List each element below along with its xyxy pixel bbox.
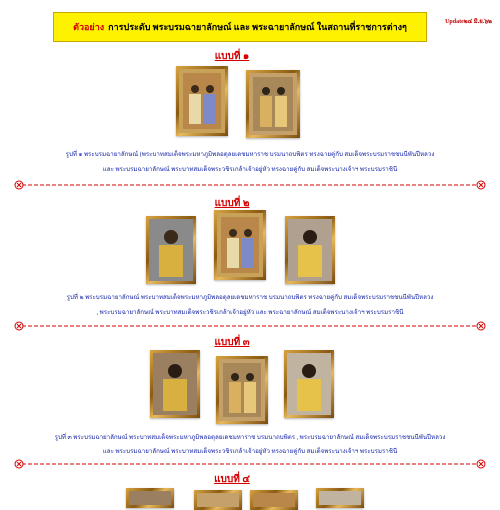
circle-x-icon — [15, 460, 23, 468]
portrait-image — [149, 219, 193, 281]
portrait-frame — [194, 490, 242, 510]
portrait-frame — [176, 66, 228, 136]
portrait-frame — [250, 490, 298, 510]
caption-line: รูปที่ ๒ พระบรมฉายาลักษณ์ พระบาทสมเด็จพระมหาภูมิพลอดุลยเดชมหาราช บรมนาถบพิตร ทรงฉายคู่กับ สมเด็จพระบรมราชชนนีพันปีหลวง — [66, 294, 434, 301]
circle-x-icon — [477, 322, 485, 330]
section-heading-3: แบบที่ ๓ — [214, 337, 250, 348]
portrait-frame — [284, 350, 334, 418]
section-heading-2: แบบที่ ๒ — [214, 198, 250, 209]
portrait-frame — [246, 70, 300, 138]
portrait-frame — [146, 216, 196, 284]
section-divider — [14, 321, 486, 331]
portrait-image — [153, 353, 197, 415]
portrait-frame — [126, 488, 174, 508]
caption-line: , พระบรมฉายาลักษณ์ พระบาทสมเด็จพระวชิรเกล้าเจ้าอยู่หัว และ พระฉายาลักษณ์ สมเด็จพระนางเจ้าฯ พระบรมราชินี — [96, 309, 404, 316]
portrait-image — [287, 353, 331, 415]
title-prefix: ตัวอย่าง — [73, 22, 105, 32]
section-heading-1: แบบที่ ๑ — [214, 51, 250, 62]
portrait-frame — [285, 216, 335, 284]
portrait-image — [129, 491, 171, 505]
circle-x-icon — [477, 460, 485, 468]
portrait-frame — [316, 488, 364, 508]
page-title — [53, 12, 427, 42]
caption-line: และ พระบรมฉายาลักษณ์ พระบาทสมเด็จพระวชิรเกล้าเจ้าอยู่หัว ทรงฉายคู่กับ สมเด็จพระนางเจ้าฯ พระบรมราชินี — [102, 166, 398, 173]
section-divider — [14, 459, 486, 469]
caption-line: และ พระบรมฉายาลักษณ์ พระบาทสมเด็จพระวชิรเกล้าเจ้าอยู่หัว ทรงฉายคู่กับ สมเด็จพระนางเจ้าฯ พระบรมราชินี — [102, 448, 398, 455]
portrait-image — [288, 219, 332, 281]
caption-line: รูปที่ ๓ พระบรมฉายาลักษณ์ พระบาทสมเด็จพระมหาภูมิพลอดุลยเดชมหาราช บรมนาถบพิตร , พระบรมฉายาลักษณ์ สมเด็จพระบรมราชชนนีพันปีหลวง — [54, 434, 446, 441]
section-heading-4: แบบที่ ๔ — [214, 474, 250, 485]
portrait-frame — [150, 350, 200, 418]
circle-x-icon — [15, 322, 23, 330]
portrait-frame — [214, 210, 266, 280]
portrait-image — [217, 213, 263, 277]
circle-x-icon — [15, 181, 23, 189]
portrait-image — [179, 69, 225, 133]
section-divider — [14, 180, 486, 190]
title-text: การประดับ พระบรมฉายาลักษณ์ และ พระฉายาลักษณ์ ในสถานที่ราชการต่างๆ — [108, 22, 407, 32]
update-label: Update๒๔ มิ.ย.๖๒ — [445, 19, 492, 25]
portrait-image — [197, 493, 239, 507]
circle-x-icon — [477, 181, 485, 189]
portrait-image — [249, 73, 297, 135]
portrait-image — [319, 491, 361, 505]
caption-line: รูปที่ ๑ พระบรมฉายาลักษณ์ (พระบาทสมเด็จพระมหาภูมิพลอดุลยเดชมหาราช บรมนาถบพิตร ทรงฉายคู่กับ สมเด็จพระบรมราชชนนีพันปีหลวง — [65, 151, 435, 158]
portrait-image — [219, 359, 265, 421]
portrait-image — [253, 493, 295, 507]
portrait-frame — [216, 356, 268, 424]
